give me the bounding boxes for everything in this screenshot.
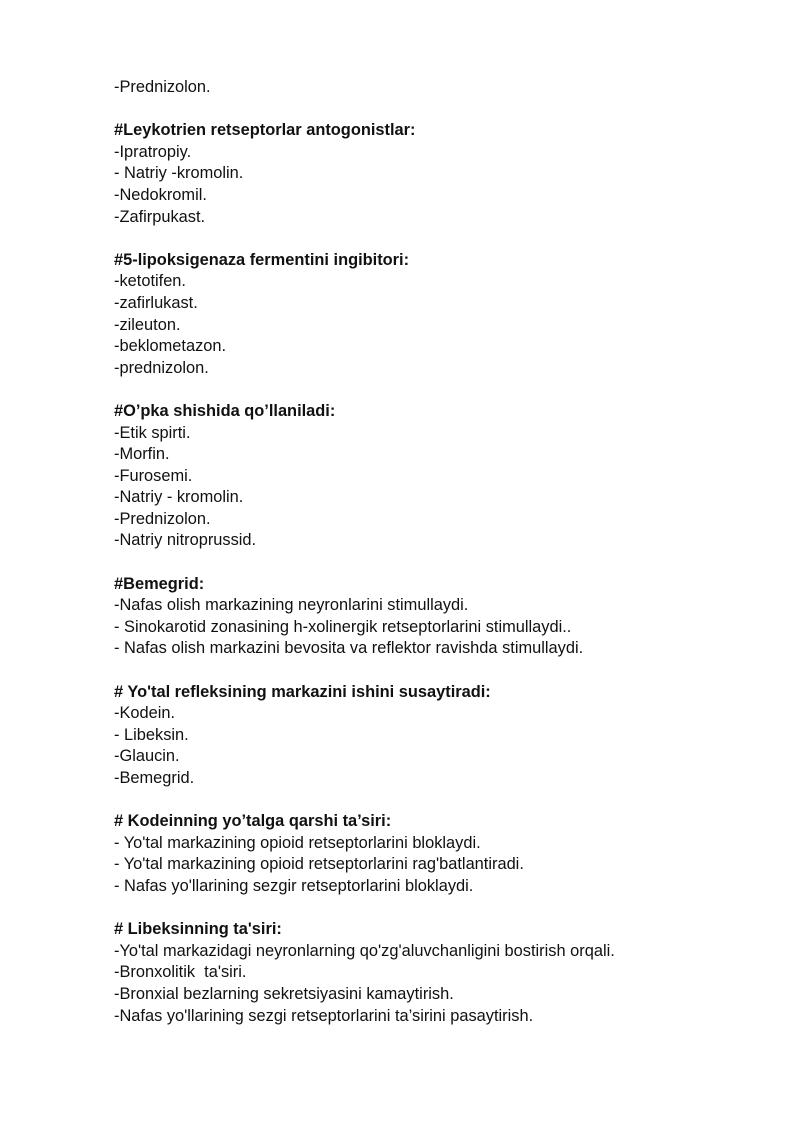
list-item: - Yo'tal markazining opioid retseptorlarini rag'batlantiradi. (114, 855, 524, 874)
document-page (114, 77, 754, 1049)
list-item: -zafirlukast. (114, 293, 198, 312)
list-item: - Sinokarotid zonasining h-xolinergik retseptorlarini stimullaydi.. (114, 617, 572, 636)
list-item: -Prednizolon. (114, 509, 211, 528)
list-item: -Furosemi. (114, 466, 193, 485)
list-item: -Nedokromil. (114, 185, 207, 204)
section-heading: #O’pka shishida qo’llaniladi: (114, 401, 336, 420)
list-item: -Glaucin. (114, 747, 180, 766)
list-item: - Natriy -kromolin. (114, 164, 244, 183)
list-item: -zileuton. (114, 315, 181, 334)
list-item: -Nafas yo'llarining sezgi retseptorlarini ta’sirini pasaytirish. (114, 1006, 534, 1025)
list-item: -Etik spirti. (114, 423, 191, 442)
section-heading: #5-lipoksigenaza fermentini ingibitori: (114, 250, 410, 269)
list-item: -beklometazon. (114, 337, 227, 356)
question-section (114, 120, 754, 228)
question-section (114, 682, 754, 790)
list-item: - Nafas olish markazini bevosita va reflektor ravishda stimullaydi. (114, 639, 584, 658)
section-heading: #Bemegrid: (114, 574, 205, 593)
list-item: -Nafas olish markazining neyronlarini stimullaydi. (114, 596, 469, 615)
question-section (114, 250, 754, 380)
list-item: -Bemegrid. (114, 769, 195, 787)
list-item: -Bronxial bezlarning sekretsiyasini kamaytirish. (114, 984, 454, 1003)
section-heading: #Leykotrien retseptorlar antogonistlar: (114, 121, 416, 140)
list-item: - Libeksin. (114, 725, 189, 744)
question-section (114, 401, 754, 552)
list-item: -Bronxolitik ta'siri. (114, 963, 247, 982)
list-item: -Ipratropiy. (114, 142, 192, 161)
intro-section (114, 77, 754, 99)
list-item: -Kodein. (114, 704, 176, 723)
list-item: -Prednizolon. (114, 78, 211, 96)
list-item: -prednizolon. (114, 358, 209, 377)
section-heading: # Kodeinning yo’talga qarshi ta’siri: (114, 812, 392, 831)
list-item: -Yo'tal markazidagi neyronlarning qo'zg'aluvchanligini bostirish orqali. (114, 941, 615, 960)
list-item: -Zafirpukast. (114, 207, 206, 226)
question-section (114, 919, 754, 1027)
section-heading: # Libeksinning ta'siri: (114, 920, 282, 939)
section-heading: # Yo'tal refleksining markazini ishini susaytiradi: (114, 682, 491, 701)
list-item: -Natriy - kromolin. (114, 488, 244, 507)
list-item: - Nafas yo'llarining sezgir retseptorlarini bloklaydi. (114, 876, 474, 895)
question-section (114, 811, 754, 897)
list-item: -Natriy nitroprussid. (114, 531, 257, 550)
list-item: -ketotifen. (114, 272, 186, 291)
question-section (114, 574, 754, 660)
list-item: - Yo'tal markazining opioid retseptorlarini bloklaydi. (114, 833, 481, 852)
list-item: -Morfin. (114, 445, 170, 464)
